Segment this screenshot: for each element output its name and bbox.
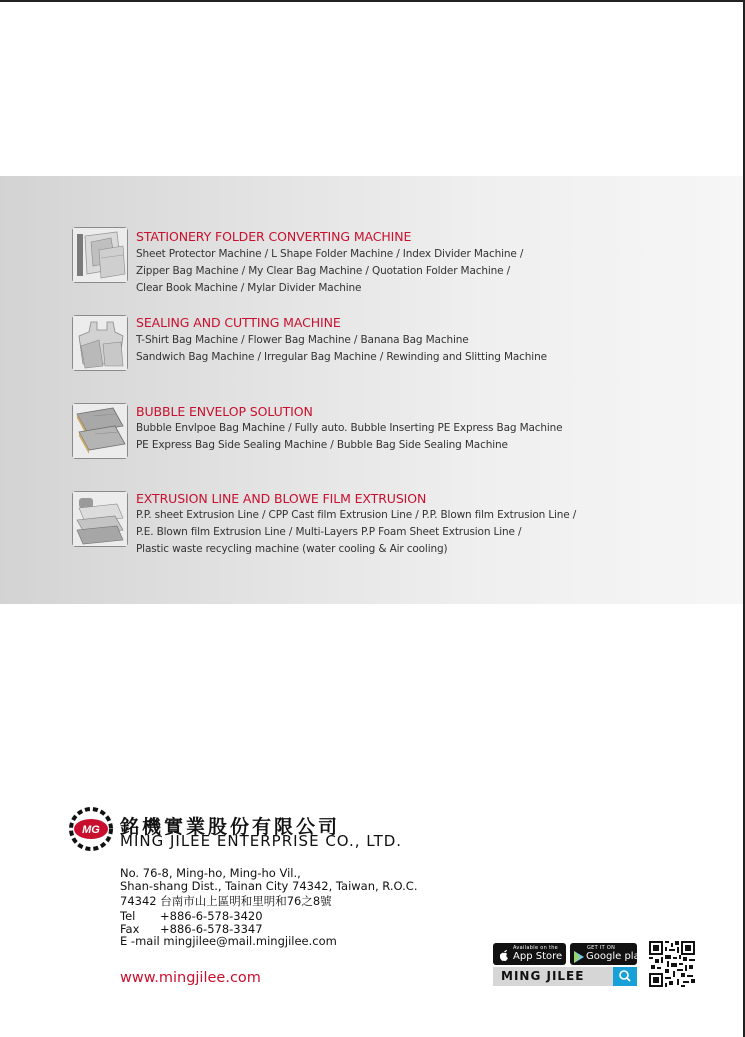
search-icon (613, 967, 637, 986)
search-button[interactable] (613, 967, 637, 986)
address-line: Shan-shang Dist., Tainan City 74342, Taiwan, R.O.C. (120, 879, 418, 893)
app-search-bar[interactable] (493, 967, 637, 986)
play-icon (574, 948, 584, 960)
category-line: Plastic waste recycling machine (water cooling & Air cooling) (136, 543, 448, 555)
tel-value: +886-6-578-3420 (160, 909, 263, 923)
product-categories-band (0, 176, 743, 604)
category-line: P.E. Blown film Extrusion Line / Multi-Layers P.P Foam Sheet Extrusion Line / (136, 526, 522, 538)
tel-row (120, 909, 263, 923)
company-name-chinese: 銘機實業股份有限公司 (120, 816, 341, 838)
category-line: Sheet Protector Machine / L Shape Folder Machine / Index Divider Machine / (136, 248, 524, 260)
tel-label: Tel (120, 909, 136, 923)
category-title: BUBBLE ENVELOP SOLUTION (136, 404, 313, 419)
folder-image-icon (72, 227, 128, 283)
category-line: Zipper Bag Machine / My Clear Bag Machine / Quotation Folder Machine / (136, 265, 511, 277)
google-play-badge[interactable] (570, 943, 646, 965)
plastic-bag-image-icon (72, 315, 128, 371)
bubble-envelope-image-icon (72, 403, 128, 459)
category-title: STATIONERY FOLDER CONVERTING MACHINE (136, 229, 412, 244)
category-line: Bubble Envlpoe Bag Machine / Fully auto. Bubble Inserting PE Express Bag Machine (136, 422, 563, 434)
google-play-small-text: GET IT ON (587, 945, 616, 951)
logo-text: MG (82, 824, 100, 836)
category-line: P.P. sheet Extrusion Line / CPP Cast film Extrusion Line / P.P. Blown film Extrusion Line / (136, 509, 577, 521)
category-line: PE Express Bag Side Sealing Machine / Bubble Bag Side Sealing Machine (136, 439, 508, 451)
company-logo (63, 804, 119, 854)
fax-label: Fax (120, 922, 140, 936)
fax-value: +886-6-578-3347 (160, 922, 263, 936)
category-line: Clear Book Machine / Mylar Divider Machine (136, 282, 362, 294)
search-text: MING JILEE (501, 969, 585, 983)
page-border-top (0, 0, 745, 2)
app-store-small-text: Available on the (513, 945, 559, 951)
category-title: SEALING AND CUTTING MACHINE (136, 315, 341, 330)
category-line: T-Shirt Bag Machine / Flower Bag Machine / Banana Bag Machine (136, 334, 469, 346)
apple-icon (499, 947, 509, 960)
category-line: Sandwich Bag Machine / Irregular Bag Machine / Rewinding and Slitting Machine (136, 351, 547, 363)
app-store-badge[interactable] (493, 943, 566, 965)
address-line: 74342 台南市山上區明和里明和76之8號 (120, 894, 332, 908)
company-name-english: MING JILEE ENTERPRISE CO., LTD. (120, 832, 403, 850)
category-title: EXTRUSION LINE AND BLOWE FILM EXTRUSION (136, 491, 427, 506)
email-value[interactable]: mingjilee@mail.mingjilee.com (163, 934, 337, 948)
address-line: No. 76-8, Ming-ho, Ming-ho Vil., (120, 866, 301, 880)
film-sheet-image-icon (72, 491, 128, 547)
google-play-text: Google play (586, 951, 646, 962)
qr-code (649, 941, 695, 987)
email-row (120, 934, 337, 948)
email-label: E -mail (120, 934, 160, 948)
app-store-text: App Store (513, 951, 563, 962)
website-link[interactable]: www.mingjilee.com (120, 970, 261, 986)
